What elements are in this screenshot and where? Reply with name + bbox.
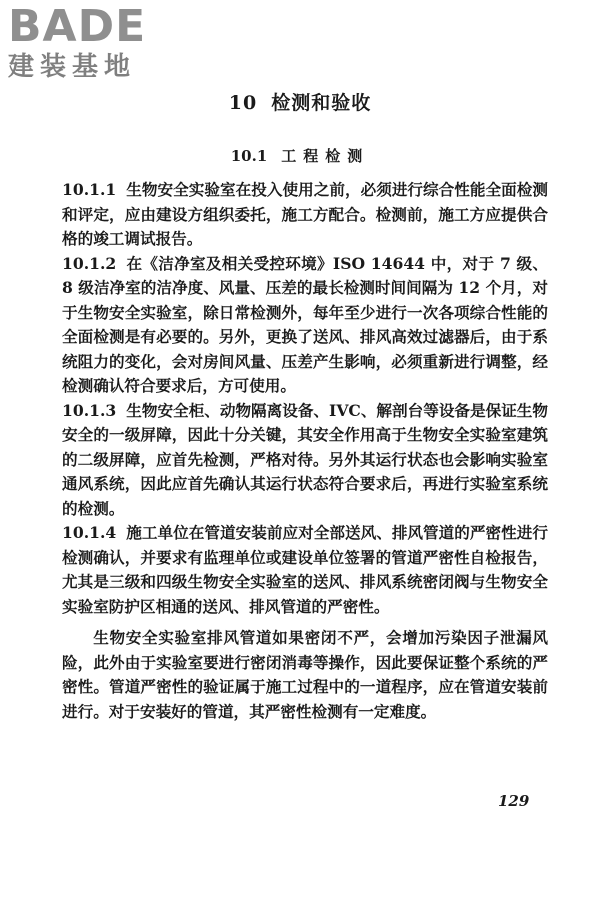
clause-text: 生物安全实验室在投入使用之前，必须进行综合性能全面检测和评定，应由建设方组织委托，施工方配合。检测前，施工方应提供合格的竣工调试报告。 [62, 180, 548, 248]
clause-number: 10.1.2 [62, 253, 117, 273]
clause-number: 10.1.1 [62, 180, 117, 199]
section-number: 10.1 [230, 147, 268, 165]
clause-text: 施工单位在管道安装前应对全部送风、排风管道的严密性进行检测确认，并要求有监理单位或建设单位签署的管道严密性自检报告，尤其是三级和四级生物安全实验室的送风、排风系统密闭阀与生物安全实验室防护区相通的送风、排风管道的严密性。 [62, 523, 548, 616]
clause-text: 生物安全柜、动物隔离设备、IVC、解剖台等设备是保证生物安全的一级屏障，因此十分关键，其安全作用高于生物安全实验室建筑的二级屏障，应首先检测，严格对待。另外其运行状态也会影响实验室通风系统，因此应首先确认其运行状态符合要求后，再进行实验室系统的检测。 [62, 400, 548, 518]
clause-text: 在《洁净室及相关受控环境》ISO 14644 中，对于 7 级、8 级洁净室的洁净度、风量、压差的最长检测时间间隔为 12 个月，对于生物安全实验室，除日常检测外，每年至少进行一次各项综合性能的全面检测是有必要的。另外，更换了送风、排风高效过滤器后，由于系统阻力的变化，会对房间风量、压差产生影响，必须重新进行调整，经检测确认符合要求后，方可使用。 [62, 253, 548, 395]
clause-10-1-1 [62, 178, 548, 252]
clause-10-1-3 [62, 399, 548, 522]
explanatory-paragraph: 生物安全实验室排风管道如果密闭不严，会增加污染因子泄漏风险，此外由于实验室要进行密闭消毒等操作，因此要保证整个系统的严密性。管道严密性的验证属于施工过程中的一道程序，应在管道安装前进行。对于安装好的管道，其严密性检测有一定难度。 [62, 628, 548, 721]
section-title [0, 145, 600, 166]
section-heading: 工程检测 [281, 147, 370, 165]
clause-number: 10.1.3 [62, 400, 117, 420]
watermark-logo [8, 1, 178, 82]
chapter-title [0, 88, 600, 115]
page-body [62, 178, 548, 724]
page-number: 129 [498, 792, 530, 810]
logo-subtitle: 建装基地 [8, 52, 137, 82]
clause-10-1-4 [62, 521, 548, 619]
chapter-heading: 检测和验收 [271, 92, 372, 114]
chapter-number: 10 [228, 92, 258, 114]
clause-10-1-2 [62, 252, 548, 399]
logo-wordmark: BADE [8, 1, 147, 52]
clause-number: 10.1.4 [62, 523, 117, 542]
